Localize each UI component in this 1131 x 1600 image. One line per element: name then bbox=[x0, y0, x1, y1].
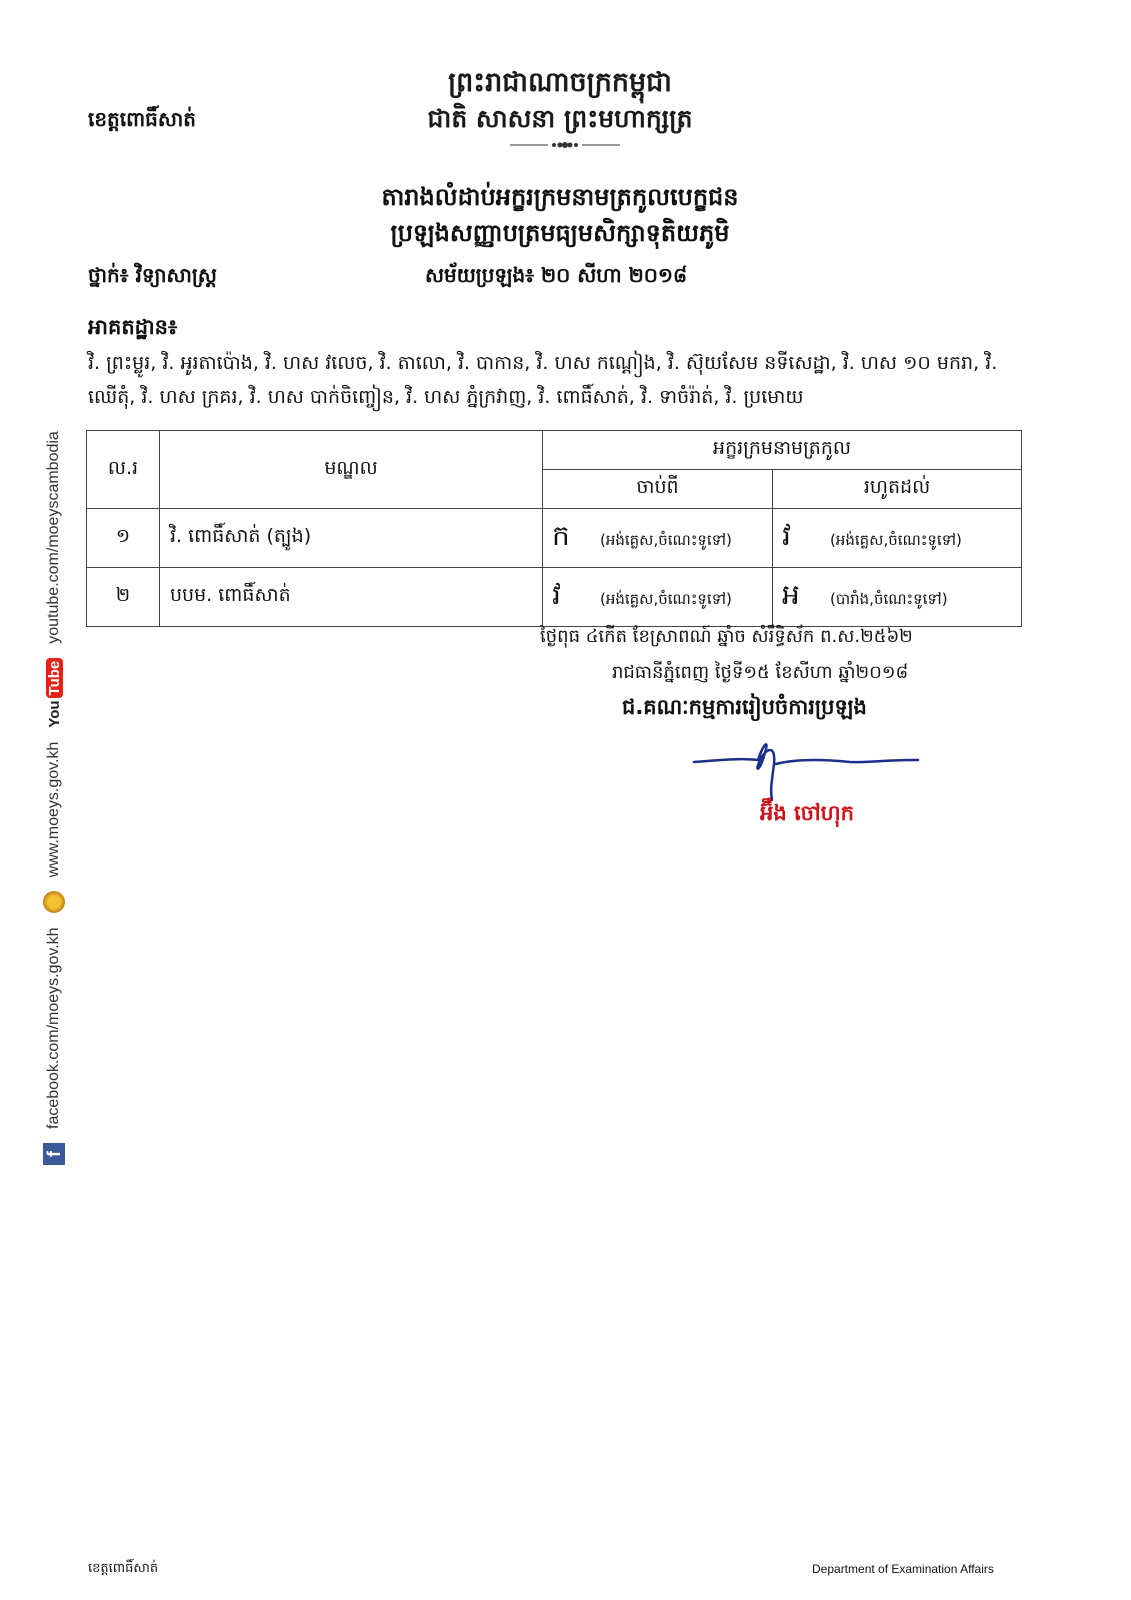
facebook-icon: f bbox=[43, 1143, 65, 1165]
table-row bbox=[87, 509, 1022, 568]
from-letter: វ bbox=[552, 577, 561, 611]
committee-title: ជ.គណៈកម្មការរៀបចំការប្រឡង bbox=[622, 695, 867, 719]
youtube-tube: Tube bbox=[46, 658, 63, 699]
row-to bbox=[773, 568, 1022, 627]
ornament-divider-icon bbox=[510, 140, 620, 150]
kingdom-title: ព្រះរាជាណាចក្រកម្ពុជា bbox=[448, 67, 672, 98]
to-note: (អង់គ្លេស,ចំណេះទូទៅ) bbox=[830, 530, 962, 549]
grade-label: ថ្នាក់៖ វិទ្យាសាស្ត្រ bbox=[88, 263, 217, 287]
session-label: សម័យប្រឡង៖ ២០ សីហា ២០១៨ bbox=[425, 263, 688, 287]
from-note: (អង់គ្លេស,ចំណេះទូទៅ) bbox=[600, 530, 732, 549]
alphabet-range-table bbox=[86, 430, 1022, 627]
row-no: ២ bbox=[87, 568, 160, 627]
youtube-url[interactable]: youtube.com/moeyscambodia bbox=[45, 431, 62, 644]
to-letter: វ bbox=[782, 518, 791, 552]
row-center: បបម. ពោធិ៍សាត់ bbox=[160, 568, 543, 627]
province-label: ខេត្តពោធិ៍សាត់ bbox=[88, 107, 196, 131]
schools-label: អាគតដ្ឋាន៖ bbox=[88, 315, 178, 339]
col-header-center: មណ្ឌល bbox=[160, 431, 543, 509]
row-to bbox=[773, 509, 1022, 568]
to-letter: អ bbox=[782, 577, 800, 611]
document-title: តារាងលំដាប់អក្ខរក្រមនាមត្រកូលបេក្ខជន bbox=[381, 183, 739, 211]
website-url[interactable]: www.moeys.gov.kh bbox=[45, 741, 62, 878]
sidebar-contacts bbox=[38, 65, 70, 1165]
facebook-url[interactable]: facebook.com/moeys.gov.kh bbox=[45, 927, 62, 1129]
from-letter: ក bbox=[552, 518, 570, 552]
lunar-date: ថ្ងៃពុធ ៤កើត ខែស្រាពណ៍ ឆ្នាំច សំរឹទ្ធិស័ក ព.ស.២៥៦២ bbox=[540, 626, 913, 647]
footer-department: Department of Examination Affairs bbox=[812, 1562, 994, 1576]
col-header-from: ចាប់ពី bbox=[543, 470, 773, 509]
youtube-you: You bbox=[45, 700, 63, 728]
signer-name: អ៊ឹង ចៅហុក bbox=[760, 801, 854, 825]
col-header-to: រហូតដល់ bbox=[773, 470, 1022, 509]
youtube-icon bbox=[46, 658, 63, 728]
col-header-alphabet: អក្ខរក្រមនាមត្រកូល bbox=[543, 431, 1022, 470]
footer-province: ខេត្តពោធិ៍សាត់ bbox=[88, 1561, 159, 1576]
signature-icon bbox=[690, 730, 930, 810]
solar-date: រាជធានីភ្នំពេញ ថ្ងៃទី១៥ ខែសីហា ឆ្នាំ២០១៨ bbox=[612, 662, 909, 683]
row-from bbox=[543, 509, 773, 568]
table-row bbox=[87, 568, 1022, 627]
document-subtitle: ប្រឡងសញ្ញាបត្រមធ្យមសិក្សាទុតិយភូមិ bbox=[390, 219, 730, 247]
moeys-logo-icon bbox=[43, 891, 65, 913]
row-center: វិ. ពោធិ៍សាត់ (ត្បូង) bbox=[160, 509, 543, 568]
national-motto: ជាតិ សាសនា ព្រះមហាក្សត្រ bbox=[427, 104, 693, 133]
schools-list: វិ. ព្រះម្លូរ, វិ. អូរតាប៉ោង, វិ. ហស វលេច, វិ. តាលោ, វិ. បាកាន, វិ. ហស កណ្ដៀង, វិ. ស៊ុយសែម នទីសេដ្ឋា, វិ. ហស ១០ មករា, វិ. ឈើតុំ, វិ. ហស ក្រគរ, វិ. ហស បាក់ចិញ្ចៀន, វិ. ហស ភ្នំក្រវាញ, វិ. ពោធិ៍សាត់, វិ. ទាចំរ៉ាត់, វិ. ប្រមោយ bbox=[88, 352, 998, 408]
row-from bbox=[543, 568, 773, 627]
to-note: (បារាំង,ចំណេះទូទៅ) bbox=[830, 589, 948, 608]
from-note: (អង់គ្លេស,ចំណេះទូទៅ) bbox=[600, 589, 732, 608]
col-header-no: ល.រ bbox=[87, 431, 160, 509]
row-no: ១ bbox=[87, 509, 160, 568]
